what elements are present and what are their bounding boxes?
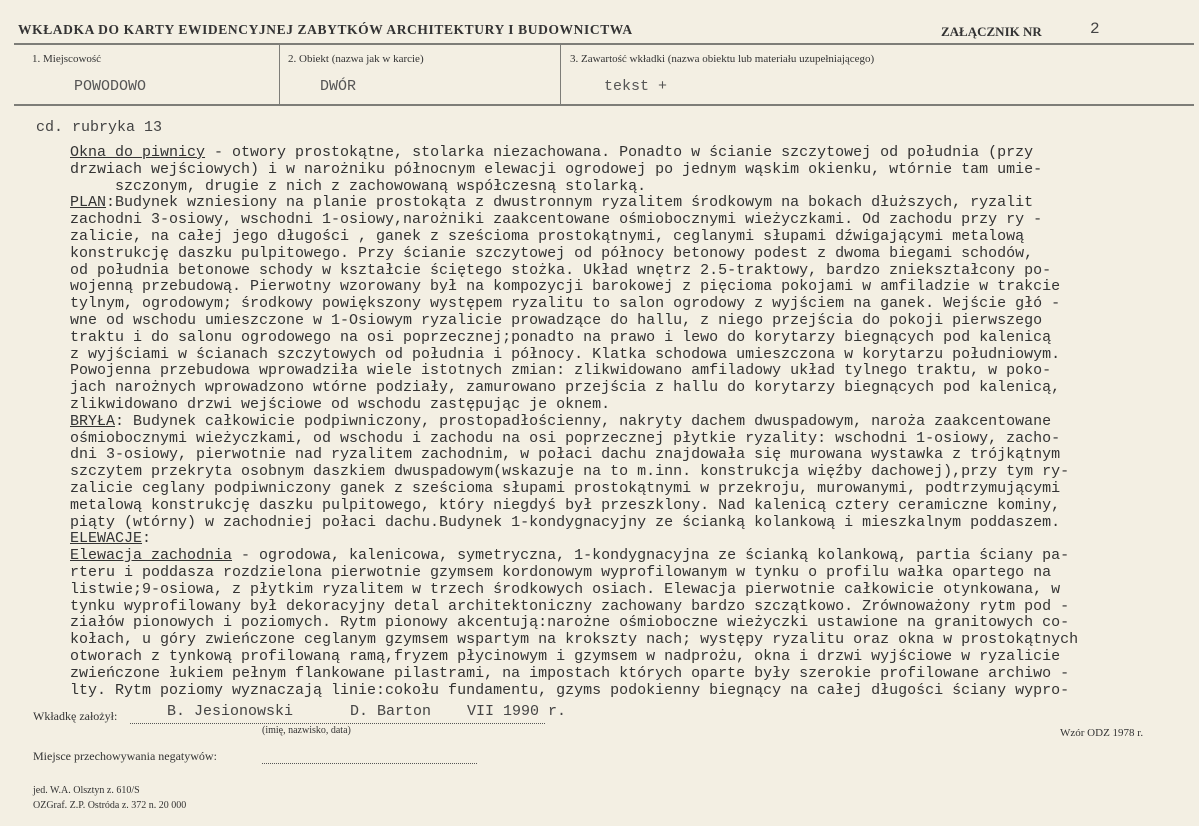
body-line <box>70 531 1078 548</box>
body-line <box>70 212 1078 229</box>
body-text-run: wne od wschodu umieszczone w 1-Osiowym ryzalicie prowadzące do hallu, z niego przejścia do pokoji pierwszego <box>70 311 1043 329</box>
body-text-run: ziałów pionowych i poziomych. Rytm pionowy akcentują:narożne ośmioboczne wieżyczki ustawione na granitowych co- <box>70 614 1070 632</box>
body-text-run: od południa betonowe schody w kształcie ściętego stożka. Układ wnętrz 2.5-traktowy, bardzo zniekształcony po- <box>70 261 1052 279</box>
body-line <box>70 599 1078 616</box>
body-line <box>70 565 1078 582</box>
body-line <box>70 313 1078 330</box>
body-line <box>70 582 1078 599</box>
body-line <box>70 548 1078 565</box>
body-line <box>70 246 1078 263</box>
body-text-run: :Budynek wzniesiony na planie prostokąta z dwustronnym ryzalitem środkowym na bokach dłuższych, ryzalit <box>106 194 1034 212</box>
body-line <box>70 229 1078 246</box>
header-top-rule <box>14 43 1194 45</box>
body-line <box>70 615 1078 632</box>
body-text-run: - ogrodowa, kalenicowa, symetryczna, 1-kondygnacyjna ze ścianką kolankową, partia ściany pa- <box>232 547 1070 565</box>
form-title: WKŁADKA DO KARTY EWIDENCYJNEJ ZABYTKÓW ARCHITEKTURY I BUDOWNICTWA <box>18 22 633 37</box>
body-text-run: piąty (wtórny) w zachodniej połaci dachu.Budynek 1-kondygnacyjny ze ścianką kolankową i mieszkalnym poddaszem. <box>70 513 1061 531</box>
body-text-run: zalicie ceglany podpiwniczony ganek z sześcioma słupami prostokątnymi w przekroju, murowanymi, podtrzymującymi <box>70 479 1061 497</box>
author-2: D. Barton <box>350 703 432 720</box>
section-heading: Elewacja zachodnia <box>70 547 233 565</box>
body-line <box>70 179 1078 196</box>
body-text-run: dni 3-osiowy, pierwotnie nad ryzalitem zachodnim, w połaci dachu znajdowała się murowana wystawka z trójkątnym <box>70 446 1061 464</box>
record-date: VII 1990 r. <box>467 703 567 720</box>
body-line <box>70 279 1078 296</box>
body-text-run: zlikwidowano drzwi wejściowe od wschodu zastępując je oknem. <box>70 395 611 413</box>
print-info-2: OZGraf. Z.P. Ostróda z. 372 n. 20 000 <box>33 800 187 811</box>
field-divider-2 <box>560 44 561 105</box>
annex-label: ZAŁĄCZNIK NR <box>941 24 1042 39</box>
storage-label: Miejsce przechowywania negatywów: <box>33 749 217 763</box>
field-contents-value: tekst + <box>604 78 668 95</box>
body-line <box>70 145 1078 162</box>
body-text-run: : <box>142 530 152 548</box>
body-line <box>70 515 1078 532</box>
field-box-bottom-rule <box>14 104 1194 106</box>
typed-body-text <box>70 145 1078 699</box>
section-heading: BRYŁA <box>70 412 116 430</box>
body-line <box>70 330 1078 347</box>
body-line <box>70 296 1078 313</box>
field-locality-label: 1. Miejscowość <box>32 53 102 65</box>
body-text-run: szczonym, drugie z nich z zachowowaną współczesną stolarką. <box>70 177 647 195</box>
body-line <box>70 498 1078 515</box>
storage-line <box>262 763 477 764</box>
field-contents-label: 3. Zawartość wkładki (nazwa obiektu lub materiału uzupełniającego) <box>570 53 875 65</box>
body-text-run: ośmiobocznymi wieżyczkami, od wschodu i zachodu na osi poprzecznej płytkie ryzality: wschodni 1-osiowy, zacho- <box>70 429 1061 447</box>
body-text-run: metalową konstrukcję daszku pulpitowego, który niegdyś był przeszklony. Nad kalenicą cztery ceramiczne kominy, <box>70 496 1061 514</box>
body-text-run: lty. Rytm poziomy wyznaczają linie:cokołu fundamentu, gzyms podokienny biegnący na całej długości ściany wypro- <box>70 681 1070 699</box>
body-text-run: zwieńczone łukiem pełnym flankowane pilastrami, na impostach których oparte były szerokie profilowane archiwo - <box>70 664 1070 682</box>
body-text-run: jach narożnych wprowadzono wtórne podziały, zamurowano przejścia z hallu do korytarzy biegnących pod kalenicą, <box>70 379 1061 397</box>
body-line <box>70 447 1078 464</box>
body-line <box>70 414 1078 431</box>
body-line <box>70 683 1078 700</box>
body-line <box>70 195 1078 212</box>
body-text-run: zachodni 3-osiowy, wschodni 1-osiowy,narożniki zaakcentowane ośmiobocznymi wieżyczkami. Od zachodu przy ry - <box>70 211 1043 229</box>
body-line <box>70 632 1078 649</box>
body-text-run: tylnym, ogrodowym; środkowy powiększony występem ryzalitu to salon ogrodowy z wyjściem na ganek. Wejście głó - <box>70 295 1061 313</box>
body-text-run: Powojenna przebudowa wprowadziła wiele istotnych zmian: zlikwidowano amfiladowy układ tylnego traktu, w poko- <box>70 362 1052 380</box>
field-object-value: DWÓR <box>320 78 357 95</box>
annex-number: 2 <box>1090 20 1100 38</box>
body-text-run: otworach z tynkową profilowaną ramą,fryzem płycinowym i gzymsem w nadprożu, okna i drzwi wyjściowe w ryzalicie <box>70 647 1061 665</box>
body-text-run: - otwory prostokątne, stolarka niezachowana. Ponadto w ścianie szczytowej od południa (przy <box>205 144 1034 161</box>
model-label: Wzór ODZ 1978 r. <box>1060 727 1144 739</box>
body-line <box>70 431 1078 448</box>
body-text-run: rteru i poddasza rozdzielona pierwotnie gzymsem kordonowym wyprofilowanym w tynku o profilu wałka opartego na <box>70 563 1052 581</box>
body-line <box>70 464 1078 481</box>
body-line <box>70 263 1078 280</box>
body-line <box>70 481 1078 498</box>
body-text-run: traktu i do salonu ogrodowego na osi poprzecznej;ponadto na prawo i lewo do korytarzy biegnących pod kalenicą <box>70 328 1052 346</box>
rubric-continuation: cd. rubryka 13 <box>36 119 163 136</box>
field-object-label: 2. Obiekt (nazwa jak w karcie) <box>288 53 424 65</box>
body-text-run: kołach, u góry zwieńczone ceglanym gzymsem wspartym na krokszty nach; występy ryzalitu oraz okna w prostokątnych <box>70 631 1079 649</box>
made-by-hint: (imię, nazwisko, data) <box>262 725 351 736</box>
section-heading: Okna do piwnicy <box>70 144 206 161</box>
body-text-run: listwie;9-osiowa, z płytkim ryzalitem w trzech środkowych osiach. Elewacja pierwotnie całkowicie otynkowana, w <box>70 580 1061 598</box>
body-text-run: : Budynek całkowicie podpiwniczony, prostopadłościenny, nakryty dachem dwuspadowym, naroża zaakcentowane <box>115 412 1052 430</box>
body-text-run: szczytem przekryta osobnym daszkiem dwuspadowym(wskazuje na to m.inn. konstrukcja więźby dachowej),przy tym ry- <box>70 463 1070 481</box>
made-by-line <box>130 723 545 724</box>
field-divider-1 <box>279 44 280 105</box>
body-text-run: zalicie, na całej jego długości , ganek z sześcioma prostokątnymi, ceglanymi słupami dźwigającymi metalową <box>70 227 1025 245</box>
body-line <box>70 649 1078 666</box>
made-by-label: Wkładkę założył: <box>33 709 118 723</box>
body-line <box>70 397 1078 414</box>
body-text-run: z wyjściami w ścianach szczytowych od południa i północy. Klatka schodowa umieszczona w korytarzu południowym. <box>70 345 1061 363</box>
section-heading: PLAN <box>70 194 107 212</box>
body-line <box>70 347 1078 364</box>
body-text-run: tynku wyprofilowany był dekoracyjny detal architektoniczny zachowany bardzo szczątkowo. Zrównoważony rytm pod - <box>70 597 1070 615</box>
author-1: B. Jesionowski <box>167 703 294 720</box>
body-text-run: konstrukcję daszku pulpitowego. Przy ścianie szczytowej od północy betonowy podest z dwoma biegami schodów, <box>70 244 1034 262</box>
body-line <box>70 666 1078 683</box>
body-text-run: wojenną przebudową. Pierwotny wzorowany był na kompozycji barokowej z pięcioma pokojami w amfiladzie w trakcie <box>70 278 1061 296</box>
section-heading: ELEWACJE <box>70 530 143 548</box>
body-line <box>70 363 1078 380</box>
body-line <box>70 380 1078 397</box>
field-locality-value: POWODOWO <box>74 78 147 95</box>
body-line <box>70 162 1078 179</box>
body-text-run: drzwiach wejściowych) i w narożniku północnym elewacji ogrodowej po jednym wąskim okienku, wtórnie tam umie- <box>70 160 1043 178</box>
print-info-1: jed. W.A. Olsztyn z. 610/S <box>33 785 140 796</box>
